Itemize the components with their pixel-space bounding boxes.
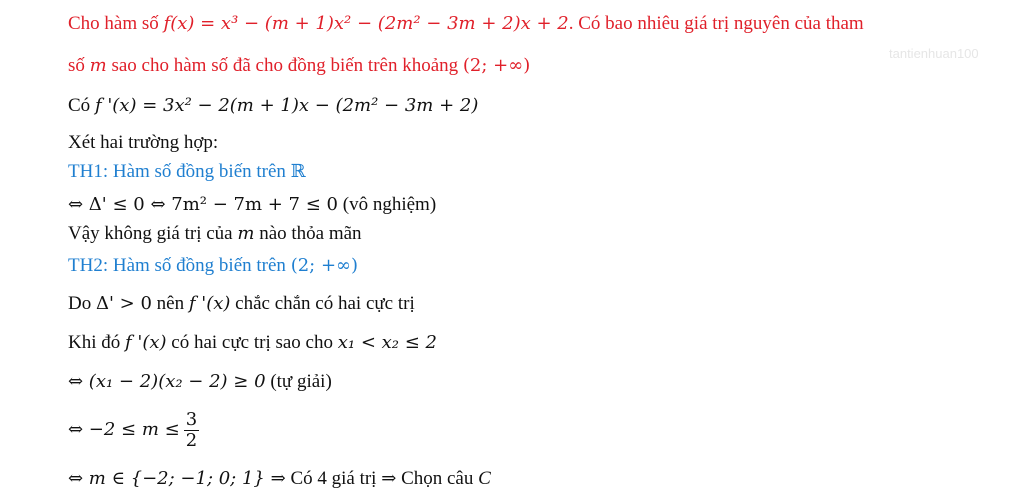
implies-arrow: ⇒: [381, 468, 397, 489]
text: Cho hàm số: [68, 13, 164, 34]
text: Khi đó: [68, 332, 125, 353]
text: . Có bao nhiêu giá trị nguyên của tham: [568, 13, 864, 34]
case-2-line-3: [68, 370, 332, 394]
text: có hai cực trị sao cho: [166, 332, 338, 353]
text: nào thỏa mãn: [254, 223, 362, 244]
formula: ⇔ −2 ≤ m ≤: [68, 419, 180, 440]
text: Có 4 giá trị: [285, 468, 382, 489]
case-1-heading: [68, 160, 306, 184]
formula: ⇔ Δ' ≤ 0 ⇔ 7m² − 7m + 7 ≤ 0: [68, 194, 338, 215]
case-2-line-1: [68, 292, 415, 316]
text: Có: [68, 95, 95, 116]
formula: ⇔ m ∈ {−2; −1; 0; 1} ⇒: [68, 468, 286, 489]
real-set: ℝ: [290, 161, 306, 182]
text: (vô nghiệm): [338, 194, 437, 215]
formula: f '(x): [125, 332, 167, 353]
formula: x₁ < x₂ ≤ 2: [337, 332, 437, 353]
fraction-numerator: 3: [185, 409, 198, 431]
problem-line-2: [68, 54, 530, 78]
problem-line-1: [68, 12, 864, 36]
text: số: [68, 55, 90, 76]
text: (tự giải): [265, 371, 332, 392]
text: TH2: Hàm số đồng biến trên: [68, 255, 291, 276]
case-2-line-2: [68, 331, 437, 355]
fraction: [184, 410, 199, 451]
case-2-heading: [68, 254, 358, 278]
formula: Δ' > 0: [95, 293, 152, 314]
final-answer-line: [68, 467, 491, 491]
fraction-denominator: 2: [185, 430, 198, 452]
case-1-conclusion: [68, 222, 362, 246]
text: sao cho hàm số đã cho đồng biến trên khoảng: [106, 55, 463, 76]
formula: f '(x): [188, 293, 231, 314]
cases-heading: [68, 131, 218, 155]
text: Vậy không giá trị của: [68, 223, 238, 244]
text: TH1: Hàm số đồng biến trên: [68, 161, 291, 182]
text: Do: [68, 293, 96, 314]
case-1-condition: [68, 193, 436, 217]
interval: (2; +∞): [462, 55, 531, 76]
formula: ⇔ (x₁ − 2)(x₂ − 2) ≥ 0: [68, 371, 266, 392]
answer-choice: C: [478, 468, 491, 489]
watermark: tantienhuan100: [889, 46, 979, 61]
variable-m: m: [89, 55, 107, 76]
text: chắc chắn có hai cực trị: [230, 293, 415, 314]
text: nên: [151, 293, 189, 314]
case-2-line-4: [68, 408, 199, 452]
interval: (2; +∞): [290, 255, 359, 276]
text: Chọn câu: [396, 468, 479, 489]
formula: f '(x) = 3x² − 2(m + 1)x − (2m² − 3m + 2): [94, 95, 479, 116]
formula: f(x) = x³ − (m + 1)x² − (2m² − 3m + 2)x + 2: [163, 13, 569, 34]
variable-m: m: [237, 223, 255, 244]
text: Xét hai trường hợp:: [68, 132, 219, 153]
derivative-line: [68, 94, 478, 118]
